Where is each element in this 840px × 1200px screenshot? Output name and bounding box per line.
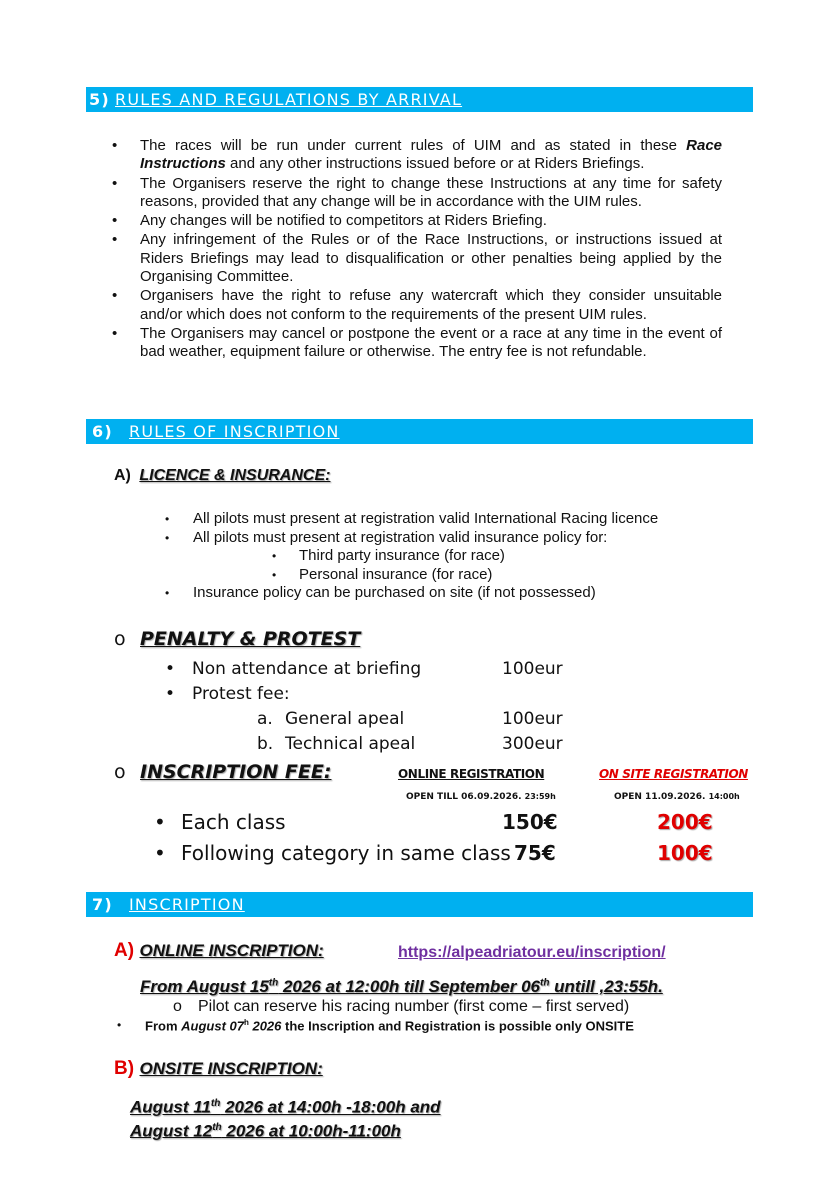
list-item: • Any infringement of the Rules or of the Race Instructions, or instructions issued at Riders Briefings may lead to disqualification or other penalties being applied by the Organising Committee.	[112, 231, 722, 286]
section-title: INSCRIPTION	[129, 895, 245, 914]
penalty-label: General apeal	[285, 709, 405, 729]
section-number: 6)	[92, 422, 113, 441]
fee-onsite-value: 200€	[657, 810, 713, 834]
circle-bullet: o	[173, 998, 182, 1015]
penalty-heading: PENALTY & PROTEST	[140, 628, 361, 650]
list-item: • Insurance policy can be purchased on site (if not possessed)	[165, 584, 596, 603]
fee-heading: INSCRIPTION FEE:	[140, 761, 332, 783]
fee-onsite-value: 100€	[657, 841, 713, 865]
circle-bullet: o	[114, 761, 126, 783]
list-item: • Personal insurance (for race)	[165, 566, 505, 585]
fee-online-value: 150€	[502, 810, 558, 834]
online-inscription-heading: A) ONLINE INSCRIPTION:	[114, 940, 324, 961]
online-open-until: OPEN TILL 06.09.2026. 23:59h	[406, 792, 556, 802]
penalty-value: 100eur	[502, 709, 563, 729]
licence-list	[165, 510, 658, 547]
penalty-value: 100eur	[502, 659, 563, 679]
list-item: • Organisers have the right to refuse any watercraft which they consider unsuitable and/or which does not conform to the requirements of the present UIM rules.	[112, 287, 722, 324]
onsite-column-header: ON SITE REGISTRATION	[599, 767, 748, 781]
section-title: RULES OF INSCRIPTION	[129, 422, 340, 441]
list-item: • The races will be run under current rules of UIM and as stated in these Race Instructions and any other instructions issued before or at Riders Briefings.	[112, 137, 722, 174]
licence-heading: A) LICENCE & INSURANCE:	[114, 467, 331, 484]
bullet: •	[154, 810, 166, 834]
list-item: • All pilots must present at registration valid insurance policy for:	[165, 529, 658, 548]
onsite-inscription-heading: B) ONSITE INSCRIPTION:	[114, 1058, 323, 1079]
fee-online-value: 75€	[514, 841, 556, 865]
fee-label: Following category in same class	[181, 841, 511, 865]
inscription-link[interactable]: https://alpeadriatour.eu/inscription/	[398, 944, 666, 961]
fee-label: Each class	[181, 810, 286, 834]
penalty-label: Protest fee:	[192, 684, 290, 704]
section-5-header	[86, 87, 753, 112]
onsite-date-1: August 11th 2026 at 14:00h -18:00h and	[130, 1097, 441, 1117]
circle-bullet: o	[114, 628, 126, 650]
list-mark: a.	[257, 709, 273, 729]
list-item: • The Organisers reserve the right to change these Instructions at any time for safety reasons, provided that any change will be in accordance with the UIM rules.	[112, 175, 722, 212]
bullet: •	[165, 659, 176, 679]
section-title: RULES AND REGULATIONS BY ARRIVAL	[115, 90, 463, 109]
penalty-label: Technical apeal	[285, 734, 416, 754]
onsite-dates	[130, 1094, 441, 1141]
licence-list-2	[165, 584, 596, 603]
section-7-header	[86, 892, 753, 917]
list-item: • The Organisers may cancel or postpone the event or a race at any time in the event of bad weather, equipment failure or otherwise. The entry fee is not refundable.	[112, 325, 722, 362]
bullet: •	[117, 1018, 122, 1032]
onsite-only-note: From August 07$^h$ 2026 the Inscription and Registration is possible only ONSITE	[145, 1018, 634, 1034]
arrival-rules-list	[112, 137, 722, 363]
penalty-label: Non attendance at briefing	[192, 659, 422, 679]
list-mark: b.	[257, 734, 274, 754]
reserve-note: Pilot can reserve his racing number (first come – first served)	[198, 998, 630, 1015]
onsite-open-from: OPEN 11.09.2026. 14:00h	[614, 792, 740, 802]
penalty-value: 300eur	[502, 734, 563, 754]
list-item: • Third party insurance (for race)	[165, 547, 505, 566]
online-period: From August 15th 2026 at 12:00h till September 06th untill ,23:55h.	[140, 977, 663, 996]
bullet: •	[165, 684, 176, 704]
section-number: 5)	[89, 90, 110, 109]
online-column-header: ONLINE REGISTRATION	[398, 767, 545, 781]
section-6-header	[86, 419, 753, 444]
bullet: •	[154, 841, 166, 865]
onsite-date-2: August 12th 2026 at 10:00h-11:00h	[130, 1121, 401, 1141]
list-item: • All pilots must present at registration valid International Racing licence	[165, 510, 658, 529]
section-number: 7)	[92, 895, 113, 914]
list-item: • Any changes will be notified to competitors at Riders Briefing.	[112, 212, 722, 230]
insurance-sublist	[165, 547, 505, 584]
